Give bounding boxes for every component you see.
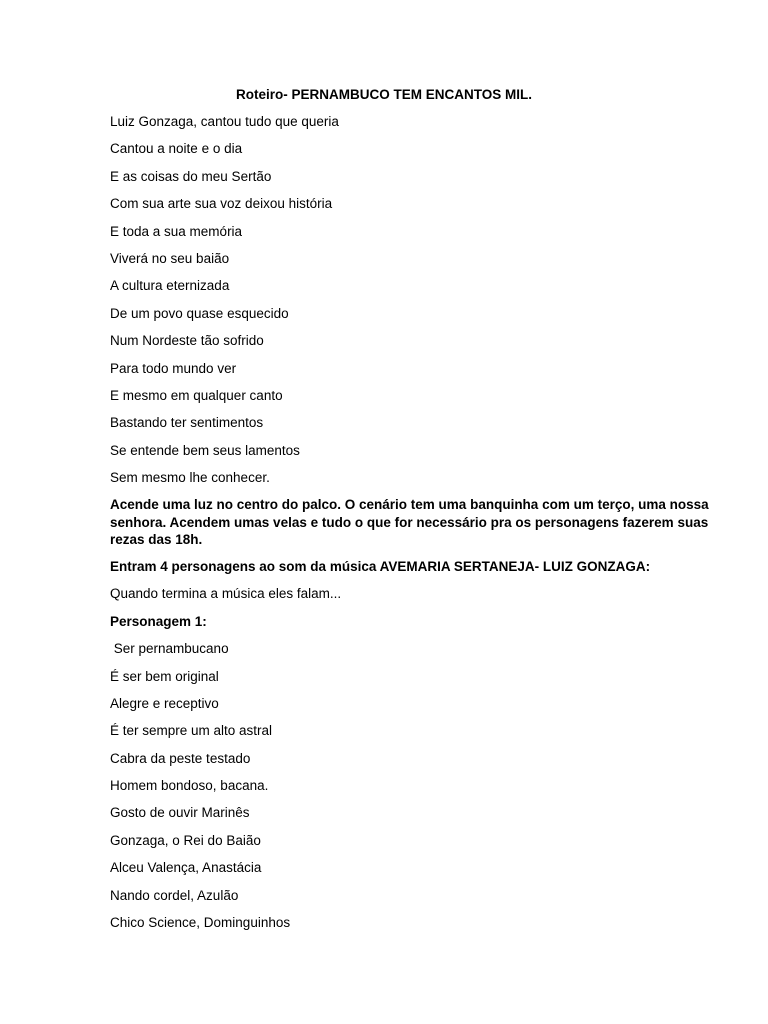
transition-line: Quando termina a música eles falam... [110,586,342,602]
speech-line: É ter sempre um alto astral [110,723,273,739]
poem-line: E toda a sua memória [110,223,243,239]
document-body [110,113,709,941]
stage-direction-line: senhora. Acendem umas velas e tudo o que for necessário pra os personagens fazerem suas [110,514,709,530]
poem-line: Sem mesmo lhe conhecer. [110,470,270,486]
poem-line: E mesmo em qualquer canto [110,387,283,403]
speech-line: Alegre e receptivo [110,695,219,711]
stage-direction-line: Acende uma luz no centro do palco. O cenário tem uma banquinha com um terço, uma nossa [110,497,709,513]
entrance-direction: Entram 4 personagens ao som da música AVEMARIA SERTANEJA- LUIZ GONZAGA: [110,558,651,574]
poem-line: Luiz Gonzaga, cantou tudo que queria [110,114,339,129]
stage-direction [110,496,709,549]
document-title [0,86,768,103]
speech-line: Gonzaga, o Rei do Baião [110,832,261,848]
speech-line: É ser bem original [110,668,219,684]
poem-line: Para todo mundo ver [110,360,237,376]
speech-line: Nando cordel, Azulão [110,887,239,903]
speech-line: Chico Science, Dominguinhos [110,915,291,931]
speech-line: Homem bondoso, bacana. [110,778,269,794]
poem-line: De um povo quase esquecido [110,305,289,321]
poem-line: Viverá no seu baião [110,250,230,266]
poem-line: Com sua arte sua voz deixou história [110,196,333,212]
speech-line: Alceu Valença, Anastácia [110,860,262,876]
speech-stanza [110,640,670,931]
stage-direction-line: rezas das 18h. [110,532,203,548]
poem-line: Num Nordeste tão sofrido [110,333,264,349]
speaker-label: Personagem 1: [110,613,207,629]
speech-line: Ser pernambucano [110,641,229,657]
poem-stanza [110,113,670,486]
poem-line: Bastando ter sentimentos [110,415,264,431]
poem-line: A cultura eternizada [110,278,230,294]
speech-line: Cabra da peste testado [110,750,251,766]
document-title-text: Roteiro- PERNAMBUCO TEM ENCANTOS MIL. [236,87,532,102]
poem-line: E as coisas do meu Sertão [110,168,272,184]
poem-line: Se entende bem seus lamentos [110,442,300,458]
speech-line: Gosto de ouvir Marinês [110,805,250,821]
poem-line: Cantou a noite e o dia [110,141,243,157]
